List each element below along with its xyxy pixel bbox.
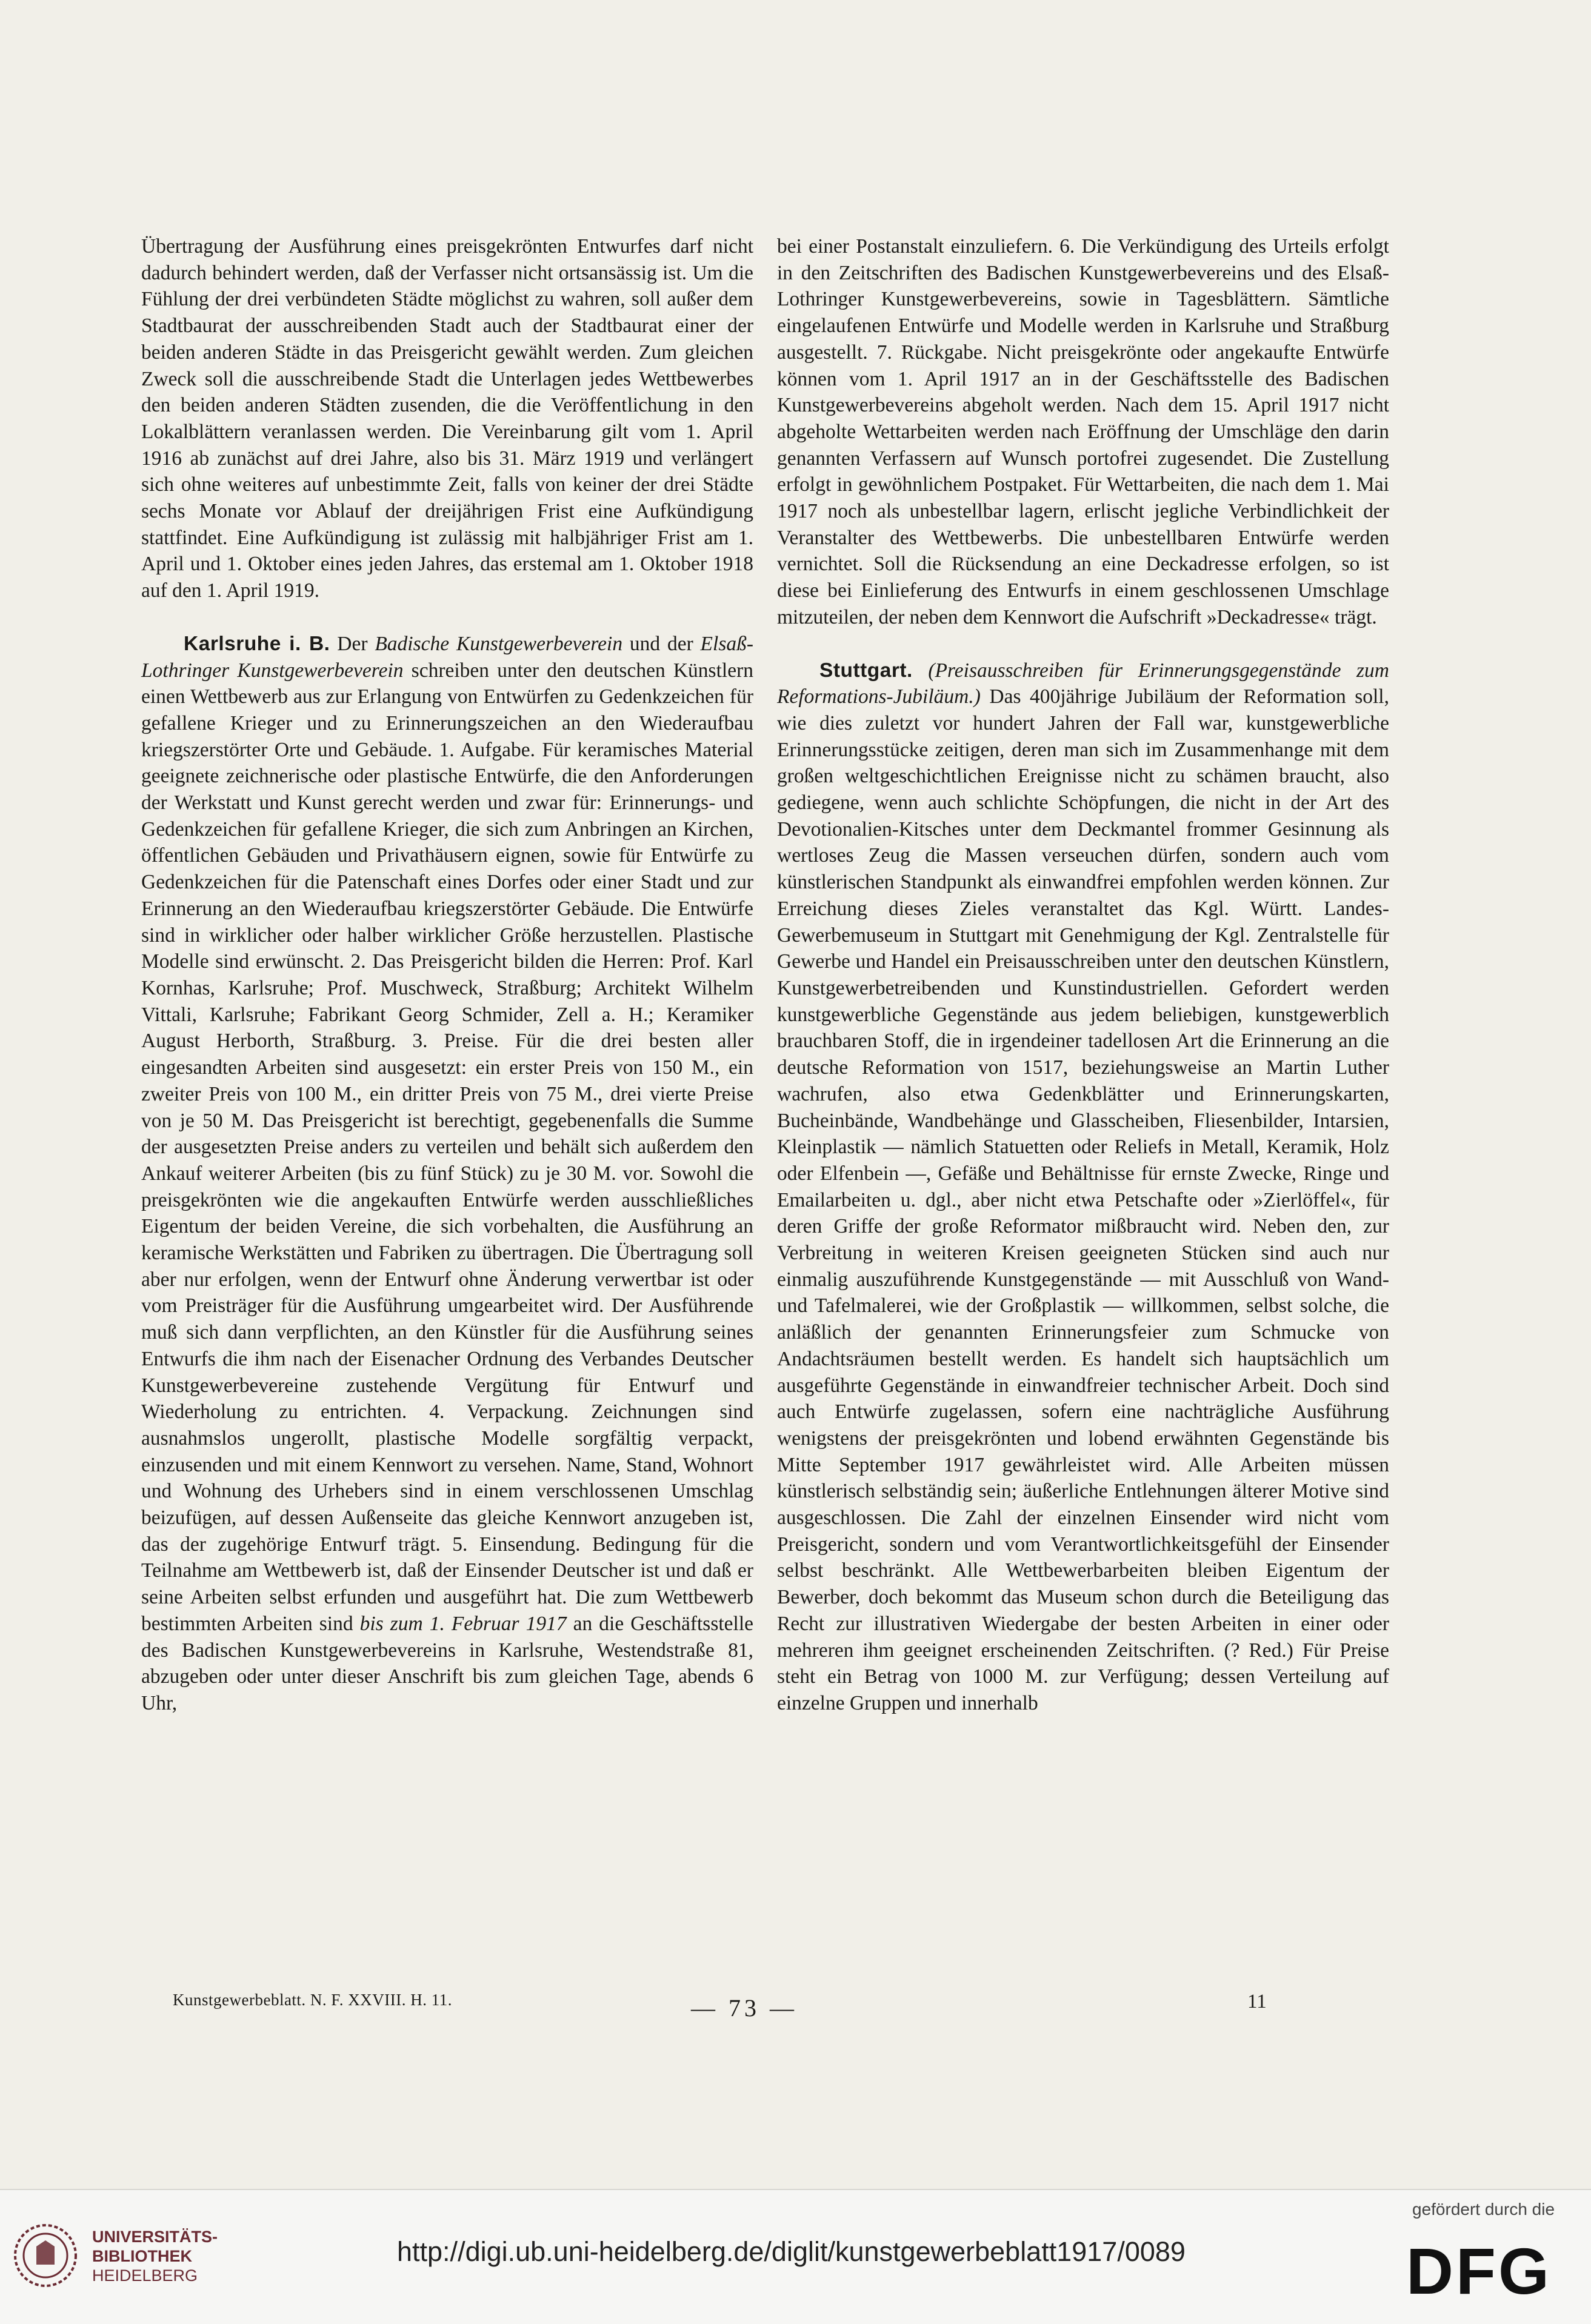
place-heading-karlsruhe: Karlsruhe i. B. (184, 632, 330, 655)
signature-mark: 11 (1247, 1991, 1267, 2013)
paragraph-right-1: bei einer Postanstalt einzuliefern. 6. Die Verkündigung des Urteils erfolgt in den Zeitschriften des Badischen Kunstgewerbevereins und des Elsaß-Lothringer Kunstgewerbevereins, sowie in Tagesblättern. Sämtliche eingelaufenen Entwürfe und Modelle werden in Karlsruhe und Straßburg ausgestellt. 7. Rückgabe. Nicht preisgekrönte oder angekaufte Entwürfe können vom 1. April 1917 an in der Geschäftsstelle des Badischen Kunstgewerbevereins abgeholt werden. Nach dem 15. April 1917 nicht abgeholte Wettarbeiten werden nach Eröffnung der Umschläge den darin genannten Verfassern auf Wunsch portofrei zugesendet. Die Zustellung erfolgt in gewöhnlichem Postpaket. Für Wettarbeiten, die nach dem 1. Mai 1917 noch als unbestellbar lagern, erlischt jegliche Verbindlichkeit der Veranstalter des Wettbewerbs. Die unbestellbaren Entwürfe werden vernichtet. Soll die Rücksendung an eine Deckadresse erfolgen, so ist diese bei Einlieferung des Entwurfs in einem geschlossenen Umschlage mitzuteilen, der neben dem Kennwort die Aufschrift »Deckadresse« trägt. (777, 235, 1389, 628)
paragraph-stuttgart (777, 658, 1389, 1717)
paragraph-left-1: Übertragung der Ausführung eines preisgekrönten Entwurfes darf nicht dadurch behindert werden, daß der Verfasser nicht ortsansässig ist. Um die Fühlung der drei verbündeten Städte möglichst zu wahren, soll außer dem Stadtbaurat der ausschreibenden Stadt auch der Stadtbaurat einer der beiden anderen Städte in das Preisgericht gewählt werden. Zum gleichen Zweck soll die ausschreibende Stadt die Unterlagen jedes Wettbewerbes den beiden anderen Städten zusenden, die die Veröffentlichung in den Lokalblättern veranlassen werden. Die Vereinbarung gilt vom 1. April 1916 ab zunächst auf drei Jahre, also bis 31. März 1919 und verlängert sich ohne weiteres auf unbestimmte Zeit, falls von keiner der drei Städte sechs Monate vor Ablauf der dreijährigen Frist eine Aufkündigung stattfindet. Eine Aufkündigung ist zulässig mit halbjähriger Frist am 1. April und 1. Oktober eines jeden Jahres, das erstemal am 1. Oktober 1918 auf den 1. April 1919. (141, 235, 753, 602)
dfg-logo-icon (1406, 2236, 1570, 2303)
paragraph-karlsruhe (141, 631, 753, 1717)
left-column (141, 233, 753, 1717)
journal-footer: Kunstgewerbeblatt. N. F. XXVIII. H. 11. (173, 1991, 453, 2009)
funding-label: gefördert durch die (1412, 2200, 1555, 2219)
italic-run: (Preisausschreiben für Erinnerungsgegenstände zum Reformations-Jubiläum.) (777, 659, 1389, 708)
right-column (777, 233, 1389, 1717)
text-run: Das 400jährige Jubiläum der Reformation soll, wie dies zuletzt vor hundert Jahren der Fall war, kunstgewerbliche Erinnerungsstücke zeitigen, deren man sich im Zusammenhange mit dem großen weltgeschichtlichen Ereignisse nicht zu schämen braucht, also gediegene, wenn auch schlichte Schöpfungen, die nicht in der Art des Devotionalien-Kitsches unter dem Deckmantel frommer Gesinnung als wertloses Zeug die Massen verseuchen dürfen, sondern auch vom künstlerischen Standpunkt als einwandfrei empfohlen werden können. Zur Erreichung dieses Zieles veranstaltet das Kgl. Württ. Landes-Gewerbemuseum in Stuttgart mit Genehmigung der Kgl. Zentralstelle für Gewerbe und Handel ein Preisausschreiben unter den deutschen Künstlern, Kunstgewerbetreibenden und Kunstindustriellen. Gefordert werden kunstgewerbliche Gegenstände aus jedem beliebigen, kunstgewerblich brauchbaren Stoff, die in irgendeiner tadellosen Art die Erinnerung an die deutsche Reformation von 1517, beziehungsweise an Martin Luther wachrufen, also etwa Gedenkblätter und Erinnerungskarten, Bucheinbände, Wandbehänge und Glasscheiben, Fliesenbilder, Intarsien, Kleinplastik — nämlich Statuetten oder Reliefs in Metall, Keramik, Holz oder Elfenbein —, Gefäße und Behältnisse für ernste Zwecke, Ringe und Emailarbeiten u. dgl., aber nicht etwa Petschafte oder »Zierlöffel«, für deren Griffe der große Reformator mißbraucht wird. Neben den, zur Verbreitung in weiteren Kreisen geeigneten Stücken sind auch nur einmalig auszuführende Kunstgegenstände — mit Ausschluß von Wand- und Tafelmalerei, wie der Großplastik — willkommen, selbst solche, die anläßlich der genannten Erinnerungsfeier zum Schmucke von Andachtsräumen bestellt werden. Es handelt sich hauptsächlich um ausgeführte Gegenstände in einwandfreier technischer Arbeit. Doch sind auch Entwürfe zugelassen, sofern eine nachträgliche Ausführung wenigstens der preisgekrönten und lobend erwähnten Gegenstände bis Mitte September 1917 gewährleistet wird. Alle Arbeiten müssen künstlerisch selbständig sein; äußerliche Entlehnungen älterer Motive sind ausgeschlossen. Die Zahl der einzelnen Einsender wird nicht vom Preisgericht, sondern und vom Verantwortlichkeitsgefühl der Einsender selbst beschränkt. Alle Wettbewerbarbeiten bleiben Eigentum der Bewerber, doch bekommt das Museum schon durch die Beteiligung das Recht zur illustrativen Wiedergabe der besten Arbeiten in einer oder mehreren ihm geeignet erscheinenden Zeitschriften. (? Red.) Für Preise steht ein Betrag von 1000 M. zur Verfügung; dessen Verteilung auf einzelne Gruppen und innerhalb (777, 685, 1389, 1714)
page-number: — 73 — (691, 1994, 798, 2022)
text-run: schreiben unter den deutschen Künstlern einen Wettbewerb aus zur Erlangung von Entwürfen zu Gedenkzeichen für gefallene Krieger und zu Erinnerungszeichen an den Wiederaufbau kriegszerstörter Orte und Gebäude. 1. Aufgabe. Für keramisches Material geeignete zeichnerische oder plastische Entwürfe, die den Anforderungen der Werkstatt und Kunst gerecht werden und zwar für: Erinnerungs- und Gedenkzeichen für gefallene Krieger, die sich zum Anbringen an Kirchen, öffentlichen Gebäuden und Privathäusern eignen, sowie für Entwürfe zu Gedenkzeichen für die Patenschaft eines Dorfes oder einer Stadt und zur Erinnerung an den Wiederaufbau kriegszerstörter Gebäude. Die Entwürfe sind in wirklicher oder halber wirklicher Größe herzustellen. Plastische Modelle sind erwünscht. 2. Das Preisgericht bilden die Herren: Prof. Karl Kornhas, Karlsruhe; Prof. Muschweck, Straßburg; Architekt Wilhelm Vittali, Karlsruhe; Fabrikant Georg Schmider, Zell a. H.; Keramiker August Herborth, Straßburg. 3. Preise. Für die drei besten aller eingesandten Arbeiten sind ausgesetzt: ein erster Preis von 150 M., ein zweiter Preis von 100 M., ein dritter Preis von 75 M., drei vierte Preise von je 50 M. Das Preisgericht ist berechtigt, gegebenenfalls die Summe der ausgesetzten Preise anders zu verteilen und behält sich außerdem den Ankauf weiterer Arbeiten (bis zu fünf Stück) zu je 30 M. vor. Sowohl die preisgekrönten wie die angekauften Entwürfe werden ausschließliches Eigentum der beiden Vereine, die sich vorbehalten, die Ausführung an keramische Werkstätten und Fabriken zu übertragen. Die Übertragung soll aber nur erfolgen, wenn der Entwurf ohne Änderung verwertbar ist oder vom Preisträger für die Ausführung umgearbeitet wird. Der Ausführende muß sich dann verpflichten, an den Künstler für die Ausführung seines Entwurfs die ihm nach der Eisenacher Ordnung des Verbandes Deutscher Kunstgewerbevereine zustehende Vergütung für Entwurf und Wiederholung zu entrichten. 4. Verpackung. Zeichnungen sind ausnahmslos ungerollt, plastische Modelle sorgfältig verpackt, einzusenden und mit einem Kennwort zu versehen. Name, Stand, Wohnort und Wohnung des Urhebers sind in einem verschlossenen Umschlag beizufügen, auf dessen Außenseite das gleiche Kennwort anzugeben ist, das der zugehörige Entwurf trägt. 5. Einsendung. Bedingung für die Teilnahme am Wettbewerb ist, daß der Einsender Deutscher ist und daß er seine Arbeiten selbst erfunden und ausgeführt hat. Die zum Wettbewerb bestimmten Arbeiten sind (141, 659, 753, 1635)
italic-run: bis zum 1. Februar 1917 (359, 1612, 567, 1635)
text-run: und der (622, 632, 701, 655)
text-run: an die Geschäftsstelle des Badischen Kunstgewerbevereins in Karlsruhe, Westendstraße 81, abzugeben oder unter dieser Anschrift bis zum gleichen Tage, abends 6 Uhr, (141, 1612, 754, 1714)
library-name (92, 2227, 218, 2285)
source-url-link[interactable]: http://digi.ub.uni-heidelberg.de/diglit/kunstgewerbeblatt1917/0089 (397, 2236, 1186, 2267)
text-run: Der (330, 632, 375, 655)
place-heading-stuttgart: Stuttgart. (819, 659, 913, 682)
italic-run: Elsaß-Lothringer Kunstgewerbeverein (141, 632, 754, 682)
italic-run: Badische Kunstgewerbeverein (375, 632, 623, 655)
library-name-line: UNIVERSITÄTS- (92, 2228, 218, 2246)
library-name-line: HEIDELBERG (92, 2266, 198, 2285)
dfg-logo-text: DFG (1406, 2236, 1552, 2303)
university-seal-icon (12, 2222, 79, 2289)
library-name-line: BIBLIOTHEK (92, 2247, 192, 2265)
